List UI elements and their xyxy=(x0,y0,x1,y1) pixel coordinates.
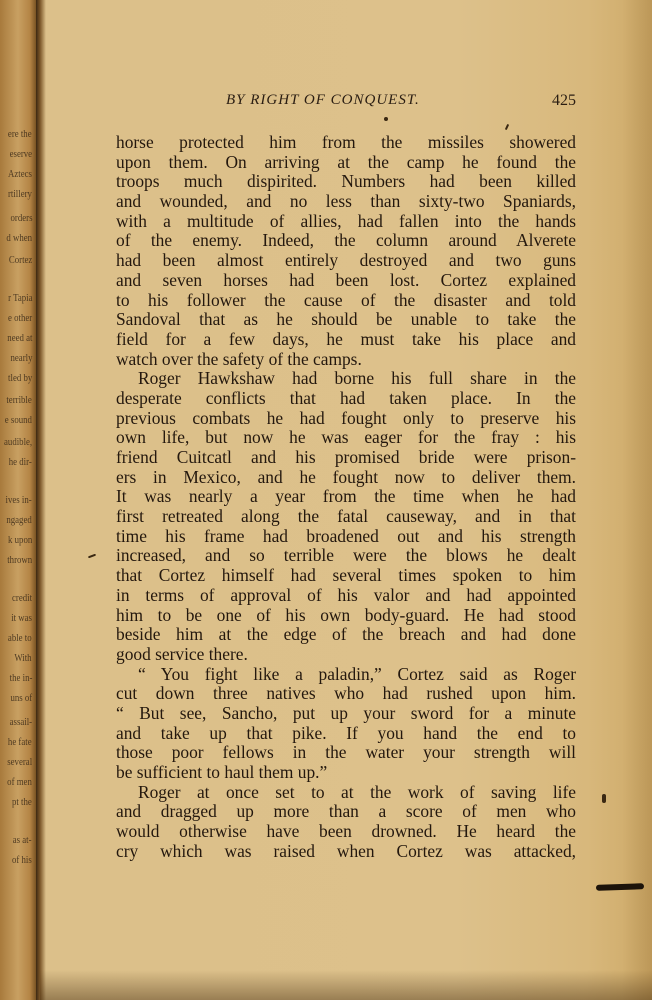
text-line: upon them. On arriving at the camp he found the xyxy=(116,151,576,172)
text-line: and seven horses had been lost. Cortez explained xyxy=(116,269,576,290)
left-page-fragment: thrown xyxy=(7,554,32,566)
text-line: “ You fight like a paladin,” Cortez said as Roger xyxy=(138,663,576,684)
left-page-fragment: ere the xyxy=(8,128,32,140)
left-page-fragment: able to xyxy=(8,632,32,644)
left-page-fragment: r Tapia xyxy=(7,292,32,304)
ink-speck xyxy=(602,794,606,803)
text-line: “ But see, Sancho, put up your sword for a minute xyxy=(116,702,576,723)
page-number: 425 xyxy=(552,92,576,109)
left-page-fragment: eserve xyxy=(9,148,32,160)
left-page-fragment: ngaged xyxy=(6,514,32,526)
ink-speck xyxy=(88,554,96,559)
left-page-fragment: several xyxy=(7,756,32,768)
text-line: field for a few days, he must take his place and xyxy=(116,328,576,349)
text-line: would otherwise have been drowned. He heard the xyxy=(116,821,576,842)
text-line: cry which was raised when Cortez was attacked, xyxy=(116,840,576,861)
ink-speck xyxy=(505,124,509,130)
left-page-fragment: need at xyxy=(6,332,32,344)
left-page-fragment: k upon xyxy=(7,534,32,546)
text-line: watch over the safety of the camps. xyxy=(116,348,362,369)
left-page-fragment: he dir- xyxy=(8,456,32,468)
text-line: and wounded, and no less than sixty-two Spaniards, xyxy=(116,191,576,212)
text-line: time his frame had broadened out and his strength xyxy=(116,525,576,546)
text-line: desperate conflicts that had taken place. In the xyxy=(116,387,576,408)
text-line: own life, but now he was eager for the fray : his xyxy=(116,427,576,448)
left-page-fragment: pt the xyxy=(12,796,32,808)
text-line: that Cortez himself had several times spoken to him xyxy=(116,565,576,586)
left-page-edge xyxy=(0,0,38,1000)
left-page-fragment: nearly xyxy=(10,352,32,364)
text-line: and take up that pike. If you hand the end to xyxy=(116,722,576,743)
left-page-fragment: uns of xyxy=(10,692,32,704)
ink-speck xyxy=(384,117,388,121)
page-header xyxy=(118,92,576,114)
text-line: increased, and so terrible were the blows he dealt xyxy=(116,545,576,566)
text-line: in terms of approval of his valor and had appointed xyxy=(116,584,576,605)
text-line: previous combats he had fought only to preserve his xyxy=(116,407,576,428)
left-page-fragment: of men xyxy=(7,776,32,788)
text-line: first retreated along the fatal causeway, and in that xyxy=(116,506,576,527)
left-page-fragment: orders xyxy=(10,212,32,224)
text-line: friend Cuitcatl and his promised bride were prison- xyxy=(116,447,576,467)
text-line: with a multitude of allies, had fallen into the hands xyxy=(116,210,576,231)
text-line: those poor fellows in the water your strength will xyxy=(116,742,576,763)
text-line: good service there. xyxy=(116,643,248,664)
left-page-fragment: as at- xyxy=(13,834,32,846)
left-page-fragment: Aztecs xyxy=(8,168,32,180)
page-edge-shadow xyxy=(622,0,652,1000)
text-line: cut down three natives who had rushed upon him. xyxy=(116,683,576,704)
text-line: horse protected him from the missiles showered xyxy=(116,132,576,152)
left-page-fragment: e other xyxy=(7,312,32,324)
left-page-fragment: ives in- xyxy=(5,494,32,506)
text-line: troops much dispirited. Numbers had been killed xyxy=(116,171,576,192)
left-page-fragment: tled by xyxy=(7,372,32,384)
text-line: him to be one of his own body-guard. He had stood xyxy=(116,604,576,625)
page-bottom-shadow xyxy=(40,970,652,1000)
left-page-fragment: rtillery xyxy=(8,188,32,200)
text-line: Sandoval that as he should be unable to take the xyxy=(116,309,576,330)
left-page-fragment: audible, xyxy=(3,436,32,448)
left-page-fragment: it was xyxy=(11,612,32,624)
left-page-fragment: credit xyxy=(11,592,32,604)
left-page-fragment: of his xyxy=(12,854,32,866)
text-line: to his follower the cause of the disaster and told xyxy=(116,289,576,310)
body-text xyxy=(116,133,576,861)
left-page-fragment: Cortez xyxy=(8,254,32,266)
left-page-fragment: d when xyxy=(6,232,32,244)
text-line: had been almost entirely destroyed and two guns xyxy=(116,250,576,271)
left-page-fragment: he fate xyxy=(8,736,32,748)
text-line: be sufficient to haul them up.” xyxy=(116,762,328,782)
left-page-fragment: assail- xyxy=(9,716,32,728)
text-line: of the enemy. Indeed, the column around Alverete xyxy=(116,230,576,251)
text-line: ers in Mexico, and he fought now to deliver them. xyxy=(116,466,576,487)
text-line: Roger Hawkshaw had borne his full share in the xyxy=(138,368,576,389)
left-page-fragment: the in- xyxy=(9,672,32,684)
text-line: and dragged up more than a score of men who xyxy=(116,801,576,822)
left-page-fragment: terrible xyxy=(6,394,32,406)
text-line: Roger at once set to at the work of saving life xyxy=(138,781,576,802)
book-gutter xyxy=(36,0,46,1000)
running-title: BY RIGHT OF CONQUEST. xyxy=(226,92,420,108)
text-line: It was nearly a year from the time when he had xyxy=(116,486,576,507)
left-page-fragment: With xyxy=(14,652,32,664)
text-line: beside him at the edge of the breach and had done xyxy=(116,624,576,645)
left-page-fragment: e sound xyxy=(4,414,32,426)
